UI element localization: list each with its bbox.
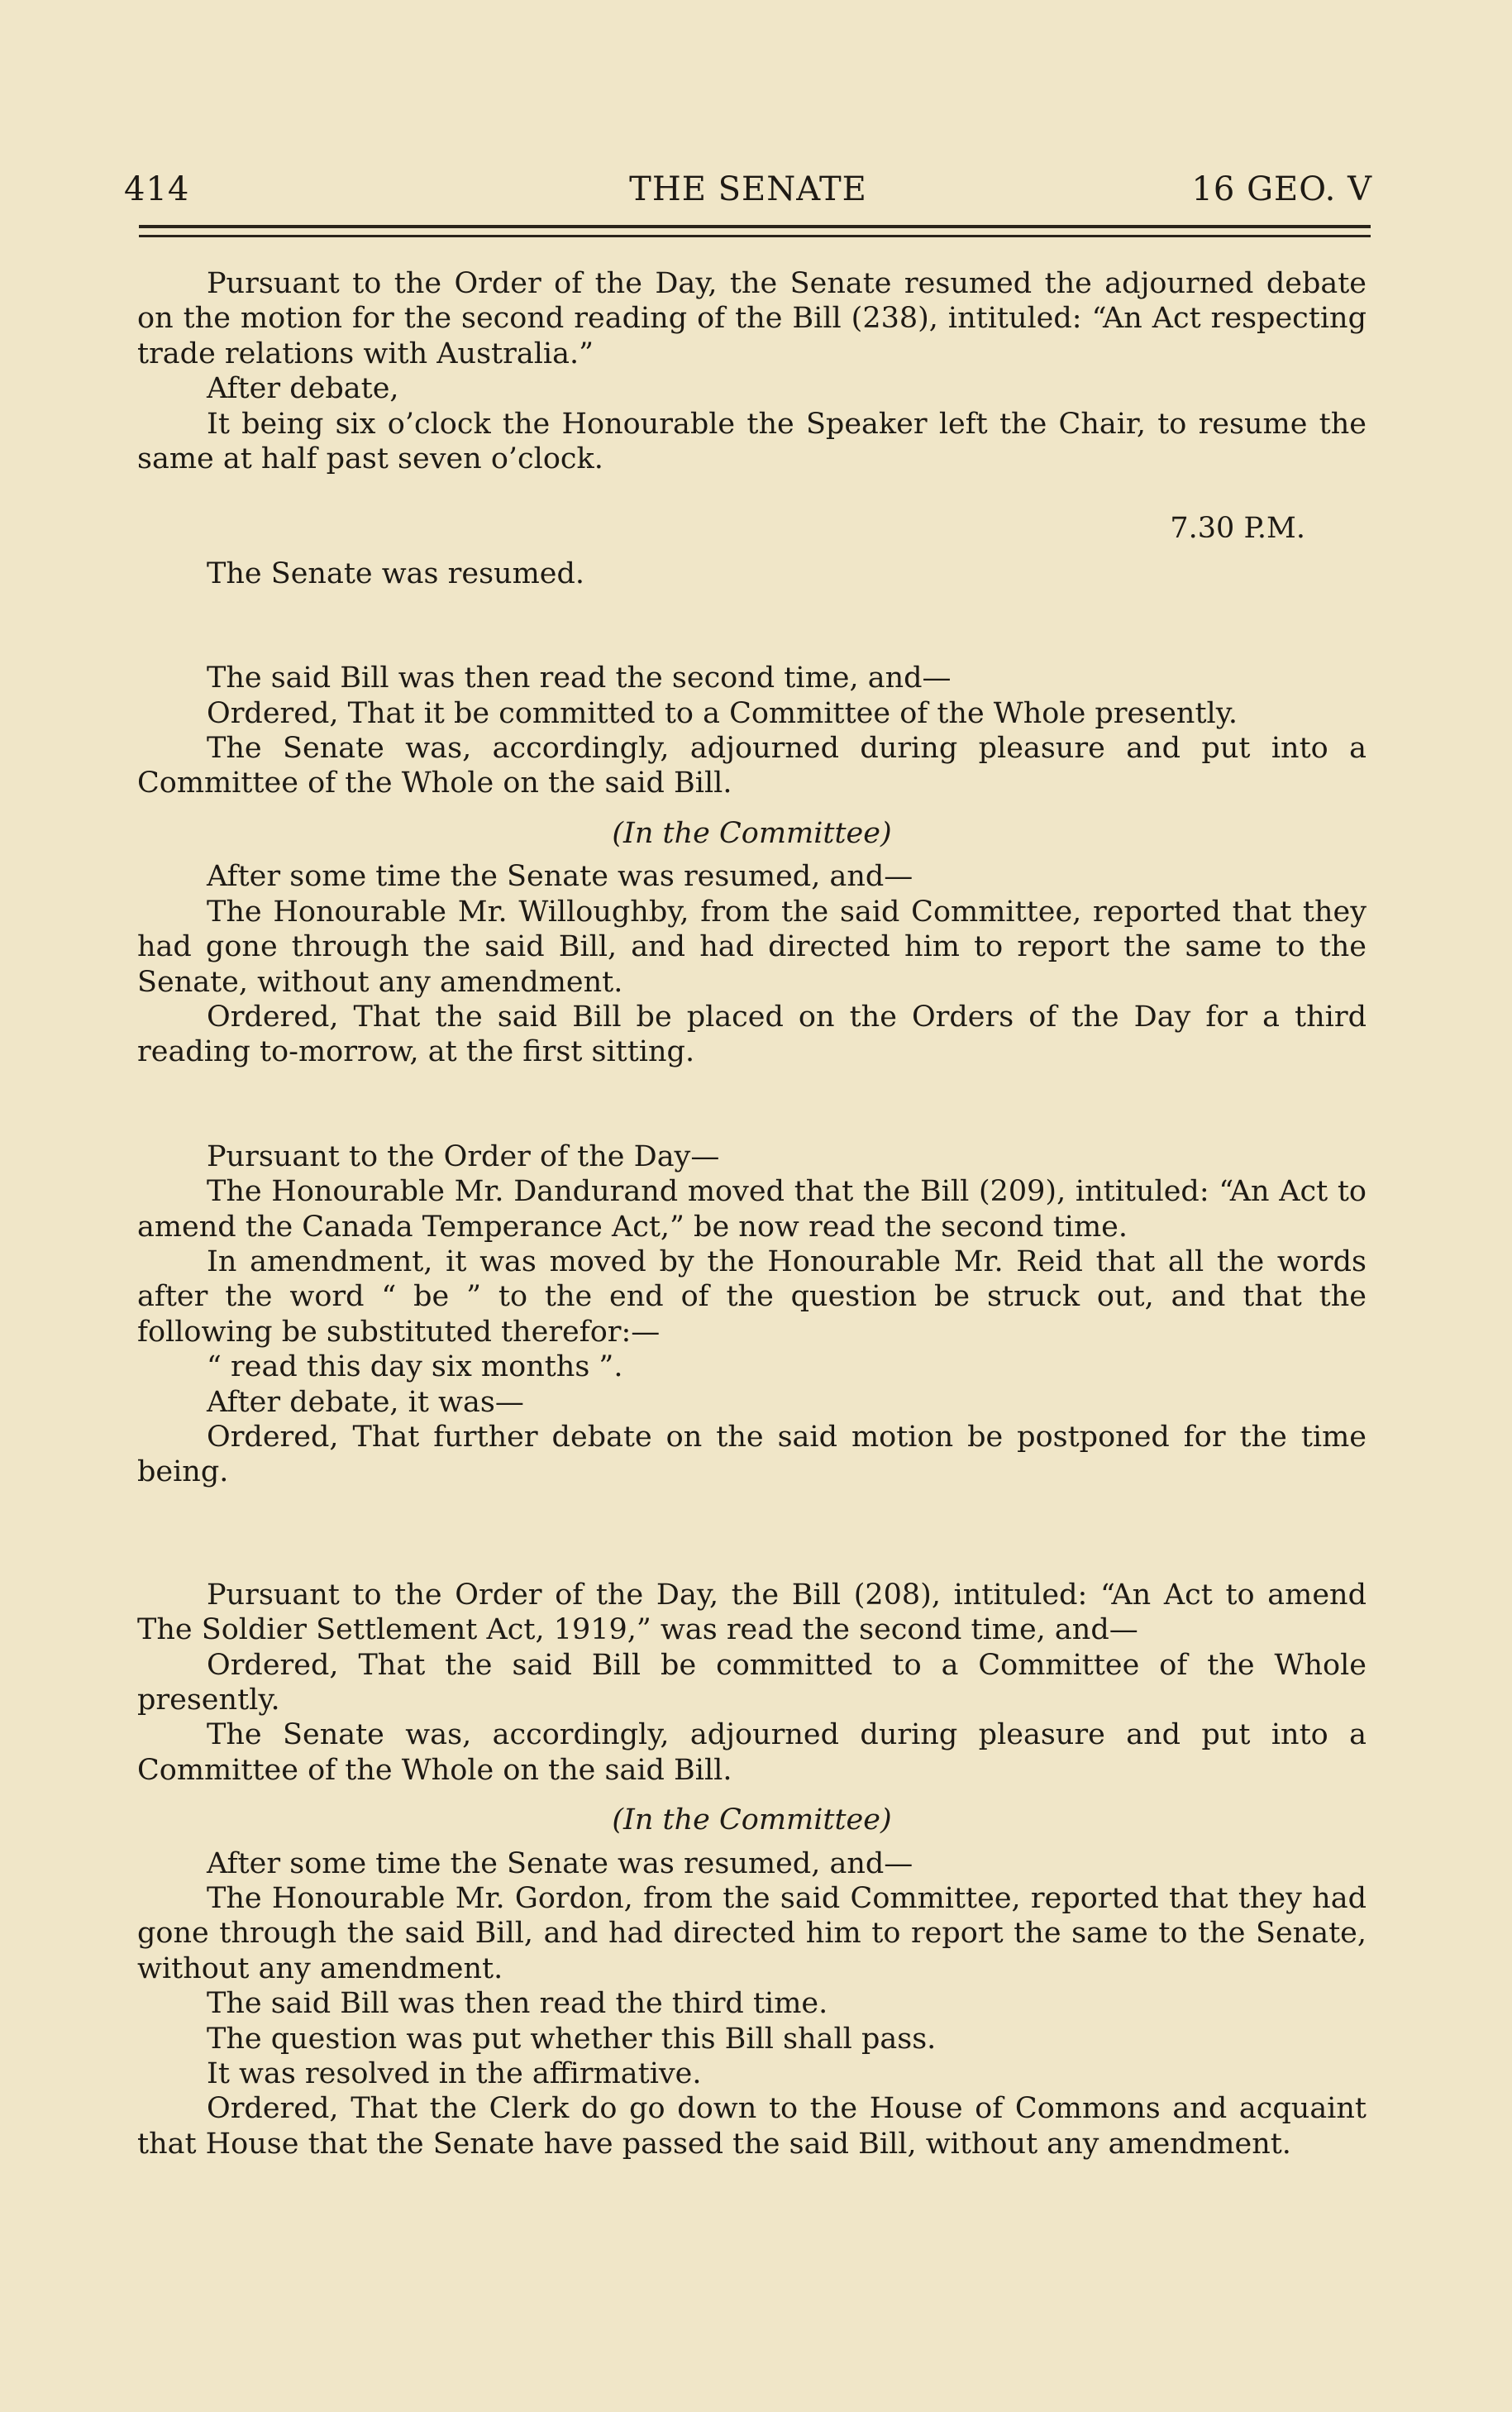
paragraph: In amendment, it was moved by the Honourable Mr. Reid that all the words after the word “ be ” to the end of the question be struck out, and that the following be substituted therefor:— bbox=[137, 1244, 1367, 1349]
paragraph: The Senate was, accordingly, adjourned during pleasure and put into a Committee of the Whole on the said Bill. bbox=[137, 732, 1367, 800]
header-rule-bottom bbox=[139, 235, 1371, 237]
paragraph: After debate, it was— bbox=[207, 1385, 524, 1419]
header-rule-top bbox=[139, 225, 1371, 228]
paragraph: Pursuant to the Order of the Day, the Senate resumed the adjourned debate on the motion for the second reading of the Bill (238), intituled: “An Act respecting trade relations with Australia.” bbox=[137, 267, 1367, 370]
paragraph: The said Bill was then read the third time. bbox=[207, 1987, 828, 2021]
paragraph: After some time the Senate was resumed, and— bbox=[207, 860, 913, 894]
paragraph: Pursuant to the Order of the Day, the Bill (208), intituled: “An Act to amend The Soldier Settlement Act, 1919,” was read the second time, and— bbox=[137, 1578, 1367, 1647]
running-title: THE SENATE bbox=[629, 170, 867, 208]
paragraph: The Senate was, accordingly, adjourned during pleasure and put into a Committee of the Whole on the said Bill. bbox=[137, 1718, 1367, 1787]
page-header bbox=[124, 162, 1372, 217]
committee-heading: (In the Committee) bbox=[612, 816, 892, 850]
regnal-year: 16 GEO. V bbox=[1191, 170, 1372, 208]
paragraph: The question was put whether this Bill shall pass. bbox=[207, 2022, 937, 2056]
paragraph: The Honourable Mr. Gordon, from the said Committee, reported that they had gone through the said Bill, and had directed him to report the same to the Senate, without any amendment. bbox=[137, 1882, 1367, 1985]
section-gap bbox=[137, 1070, 1367, 1139]
paragraph: Ordered, That it be committed to a Committee of the Whole presently. bbox=[207, 696, 1238, 730]
paragraph: After debate, bbox=[207, 372, 399, 406]
paragraph: The Honourable Mr. Dandurand moved that the Bill (209), intituled: “An Act to amend the Canada Temperance Act,” be now read the second time. bbox=[137, 1175, 1367, 1244]
paragraph: Ordered, That the said Bill be committed to a Committee of the Whole presently. bbox=[137, 1648, 1367, 1717]
paragraph: Ordered, That the said Bill be placed on the Orders of the Day for a third reading to-morrow, at the first sitting. bbox=[137, 1000, 1367, 1069]
paragraph: The said Bill was then read the second time, and— bbox=[207, 662, 952, 695]
paragraph: The Senate was resumed. bbox=[207, 556, 585, 590]
paragraph: Ordered, That the Clerk do go down to the House of Commons and acquaint that House that the Senate have passed the said Bill, without any amendment. bbox=[137, 2092, 1367, 2161]
committee-heading: (In the Committee) bbox=[612, 1803, 892, 1837]
page-number: 414 bbox=[124, 170, 190, 208]
paragraph: “ read this day six months ”. bbox=[207, 1350, 623, 1384]
section-gap bbox=[137, 591, 1367, 661]
journal-body bbox=[137, 266, 1367, 2161]
paragraph: It being six o’clock the Honourable the Speaker left the Chair, to resume the same at half past seven o’clock. bbox=[137, 407, 1367, 476]
section-gap bbox=[137, 1490, 1367, 1578]
paragraph: The Honourable Mr. Willoughby, from the said Committee, reported that they had gone through the said Bill, and had directed him to report the same to the Senate, without any amendment. bbox=[137, 895, 1367, 999]
paragraph: It was resolved in the affirmative. bbox=[207, 2057, 702, 2091]
paragraph: Pursuant to the Order of the Day— bbox=[207, 1139, 720, 1173]
paragraph: After some time the Senate was resumed, and— bbox=[207, 1846, 913, 1880]
paragraph: Ordered, That further debate on the said motion be postponed for the time being. bbox=[137, 1420, 1367, 1489]
sitting-time: 7.30 P.M. bbox=[1170, 512, 1305, 546]
